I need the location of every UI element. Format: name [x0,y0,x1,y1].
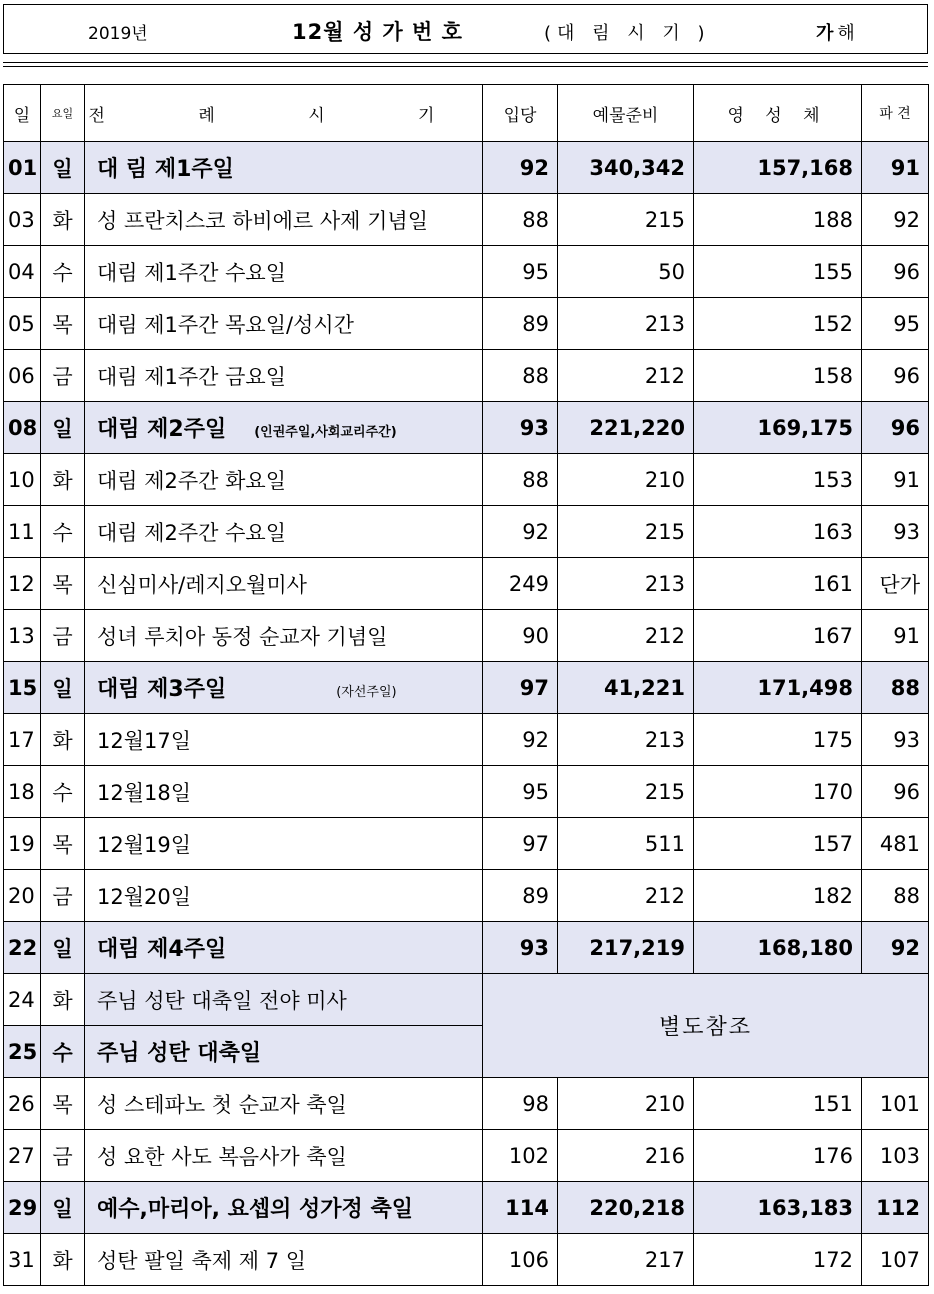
dismissal-cell: 96 [862,246,929,298]
hymn-number-sheet [3,4,930,1291]
table-row [4,194,929,246]
dismissal-cell: 88 [862,870,929,922]
table-row [4,246,929,298]
day-cell: 05 [4,298,41,350]
liturgy-cell [85,662,483,714]
liturgy-title: 주님 성탄 대축일 [97,1041,262,1066]
offertory-cell: 215 [558,506,694,558]
offertory-cell: 212 [558,870,694,922]
liturgy-cell [85,350,483,402]
offertory-cell: 50 [558,246,694,298]
table-row [4,662,929,714]
offertory-cell: 212 [558,350,694,402]
offertory-cell: 217 [558,1234,694,1286]
entrance-cell: 89 [483,298,558,350]
communion-cell: 157 [694,818,862,870]
table-row [4,818,929,870]
offertory-cell: 213 [558,298,694,350]
entrance-cell: 97 [483,662,558,714]
weekday-cell: 화 [41,1234,85,1286]
dismissal-cell: 93 [862,714,929,766]
liturgy-title: 12월18일 [97,780,192,805]
communion-cell: 161 [694,558,862,610]
day-cell: 31 [4,1234,41,1286]
day-cell: 01 [4,142,41,194]
liturgy-title: 대 림 제1주일 [97,157,234,182]
offertory-cell: 340,342 [558,142,694,194]
weekday-cell: 일 [41,1182,85,1234]
table-row [4,974,929,1026]
hymn-table [3,84,929,1286]
dismissal-cell: 107 [862,1234,929,1286]
liturgy-title: 성탄 팔일 축제 제 7 일 [97,1248,307,1273]
weekday-cell: 화 [41,454,85,506]
see-separate-note: 별도참조 [483,974,929,1078]
liturgy-cell [85,922,483,974]
entrance-cell: 93 [483,922,558,974]
weekday-cell: 목 [41,298,85,350]
offertory-cell: 216 [558,1130,694,1182]
weekday-cell: 일 [41,922,85,974]
communion-cell: 153 [694,454,862,506]
communion-cell: 151 [694,1078,862,1130]
liturgy-title: 주님 성탄 대축일 전야 미사 [97,988,347,1013]
weekday-cell: 금 [41,350,85,402]
liturgy-title: 대림 제1주간 수요일 [97,260,286,285]
communion-cell: 182 [694,870,862,922]
dismissal-cell: 96 [862,350,929,402]
dismissal-cell: 단가 [862,558,929,610]
day-cell: 20 [4,870,41,922]
weekday-cell: 목 [41,558,85,610]
liturgy-cell [85,818,483,870]
liturgy-cell [85,194,483,246]
offertory-cell: 41,221 [558,662,694,714]
liturgy-cell [85,1182,483,1234]
title-bar [3,4,928,54]
dismissal-cell: 95 [862,298,929,350]
offertory-cell: 210 [558,454,694,506]
day-cell: 10 [4,454,41,506]
day-cell: 06 [4,350,41,402]
offertory-cell: 215 [558,766,694,818]
season-label: (대 림 시 기 ) [544,23,711,44]
liturgy-title: 대림 제1주간 금요일 [97,364,286,389]
header-row [4,85,929,142]
weekday-cell: 수 [41,1026,85,1078]
dismissal-cell: 92 [862,194,929,246]
day-cell: 03 [4,194,41,246]
dismissal-cell: 112 [862,1182,929,1234]
liturgy-cell [85,766,483,818]
liturgy-title: 성 요한 사도 복음사가 축일 [97,1144,347,1169]
dismissal-cell: 101 [862,1078,929,1130]
page-title: 12월 성 가 번 호 [292,20,463,44]
day-cell: 26 [4,1078,41,1130]
weekday-cell: 목 [41,818,85,870]
liturgy-note: (인권주일,사회교리주간) [254,425,397,440]
table-row [4,142,929,194]
entrance-cell: 93 [483,402,558,454]
dismissal-cell: 91 [862,610,929,662]
liturgy-cell [85,402,483,454]
liturgy-title: 12월19일 [97,832,192,857]
weekday-cell: 일 [41,402,85,454]
table-row [4,558,929,610]
offertory-cell: 210 [558,1078,694,1130]
weekday-cell: 일 [41,662,85,714]
entrance-cell: 95 [483,766,558,818]
liturgy-cell [85,974,483,1026]
liturgy-title: 성녀 루치아 동정 순교자 기념일 [97,624,388,649]
table-row [4,1078,929,1130]
communion-cell: 167 [694,610,862,662]
weekday-cell: 목 [41,1078,85,1130]
day-cell: 22 [4,922,41,974]
liturgy-cell [85,1130,483,1182]
day-cell: 15 [4,662,41,714]
liturgical-year-label: 가 해 [816,23,855,44]
day-cell: 11 [4,506,41,558]
day-cell: 12 [4,558,41,610]
weekday-cell: 화 [41,194,85,246]
liturgy-cell [85,610,483,662]
communion-cell: 163,183 [694,1182,862,1234]
liturgy-cell [85,714,483,766]
liturgy-title: 성 스테파노 첫 순교자 축일 [97,1092,347,1117]
weekday-cell: 화 [41,974,85,1026]
offertory-cell: 511 [558,818,694,870]
offertory-cell: 221,220 [558,402,694,454]
day-cell: 19 [4,818,41,870]
liturgy-cell [85,142,483,194]
col-communion: 영 성 체 [694,85,862,142]
dismissal-cell: 92 [862,922,929,974]
table-row [4,1130,929,1182]
liturgy-title: 성 프란치스코 하비에르 사제 기념일 [97,208,428,233]
day-cell: 04 [4,246,41,298]
offertory-cell: 212 [558,610,694,662]
communion-cell: 172 [694,1234,862,1286]
day-cell: 18 [4,766,41,818]
offertory-cell: 213 [558,558,694,610]
communion-cell: 188 [694,194,862,246]
day-cell: 08 [4,402,41,454]
entrance-cell: 97 [483,818,558,870]
entrance-cell: 98 [483,1078,558,1130]
communion-cell: 170 [694,766,862,818]
liturgy-title: 예수,마리아, 요셉의 성가정 축일 [97,1197,413,1222]
communion-cell: 171,498 [694,662,862,714]
table-row [4,350,929,402]
liturgy-cell [85,558,483,610]
offertory-cell: 213 [558,714,694,766]
entrance-cell: 88 [483,454,558,506]
liturgy-cell [85,870,483,922]
table-row [4,1182,929,1234]
entrance-cell: 92 [483,142,558,194]
liturgy-title: 신심미사/레지오월미사 [97,572,307,597]
day-cell: 24 [4,974,41,1026]
entrance-cell: 90 [483,610,558,662]
communion-cell: 158 [694,350,862,402]
entrance-cell: 89 [483,870,558,922]
weekday-cell: 일 [41,142,85,194]
liturgy-title: 12월17일 [97,728,192,753]
col-day: 일 [4,85,41,142]
entrance-cell: 92 [483,506,558,558]
offertory-cell: 217,219 [558,922,694,974]
col-liturgy: 전 례 시 기 [85,85,483,142]
liturgy-cell [85,246,483,298]
communion-cell: 175 [694,714,862,766]
table-row [4,610,929,662]
weekday-cell: 수 [41,506,85,558]
table-row [4,766,929,818]
liturgy-cell [85,454,483,506]
divider [3,66,928,67]
communion-cell: 155 [694,246,862,298]
liturgy-title: 대림 제4주일 [97,937,227,962]
weekday-cell: 수 [41,246,85,298]
liturgy-note: (자선주일) [336,685,397,700]
offertory-cell: 220,218 [558,1182,694,1234]
communion-cell: 169,175 [694,402,862,454]
col-offertory: 예물준비 [558,85,694,142]
liturgy-title: 대림 제3주일 [97,677,227,702]
table-row [4,454,929,506]
entrance-cell: 106 [483,1234,558,1286]
entrance-cell: 88 [483,350,558,402]
dismissal-cell: 88 [862,662,929,714]
dismissal-cell: 91 [862,454,929,506]
liturgy-cell [85,1234,483,1286]
col-weekday: 요일 [41,85,85,142]
liturgy-cell [85,506,483,558]
day-cell: 27 [4,1130,41,1182]
table-row [4,506,929,558]
liturgy-title: 대림 제2주간 화요일 [97,468,286,493]
communion-cell: 152 [694,298,862,350]
divider [3,62,928,63]
weekday-cell: 금 [41,610,85,662]
day-cell: 17 [4,714,41,766]
liturgy-cell [85,1026,483,1078]
table-row [4,298,929,350]
communion-cell: 163 [694,506,862,558]
liturgy-cell [85,298,483,350]
entrance-cell: 114 [483,1182,558,1234]
entrance-cell: 102 [483,1130,558,1182]
col-dismissal: 파 견 [862,85,929,142]
year-label: 2019년 [88,24,148,44]
dismissal-cell: 96 [862,402,929,454]
dismissal-cell: 481 [862,818,929,870]
liturgy-cell [85,1078,483,1130]
dismissal-cell: 103 [862,1130,929,1182]
weekday-cell: 금 [41,1130,85,1182]
dismissal-cell: 91 [862,142,929,194]
table-row [4,922,929,974]
liturgy-title: 12월20일 [97,884,192,909]
entrance-cell: 249 [483,558,558,610]
table-row [4,714,929,766]
offertory-cell: 215 [558,194,694,246]
weekday-cell: 수 [41,766,85,818]
dismissal-cell: 96 [862,766,929,818]
col-entrance: 입당 [483,85,558,142]
day-cell: 25 [4,1026,41,1078]
communion-cell: 176 [694,1130,862,1182]
communion-cell: 157,168 [694,142,862,194]
day-cell: 29 [4,1182,41,1234]
day-cell: 13 [4,610,41,662]
table-row [4,402,929,454]
weekday-cell: 금 [41,870,85,922]
entrance-cell: 92 [483,714,558,766]
dismissal-cell: 93 [862,506,929,558]
entrance-cell: 95 [483,246,558,298]
table-row [4,870,929,922]
table-row [4,1234,929,1286]
entrance-cell: 88 [483,194,558,246]
liturgy-title: 대림 제2주간 수요일 [97,520,286,545]
liturgy-title: 대림 제2주일 [97,417,227,442]
weekday-cell: 화 [41,714,85,766]
communion-cell: 168,180 [694,922,862,974]
liturgy-title: 대림 제1주간 목요일/성시간 [97,312,354,337]
